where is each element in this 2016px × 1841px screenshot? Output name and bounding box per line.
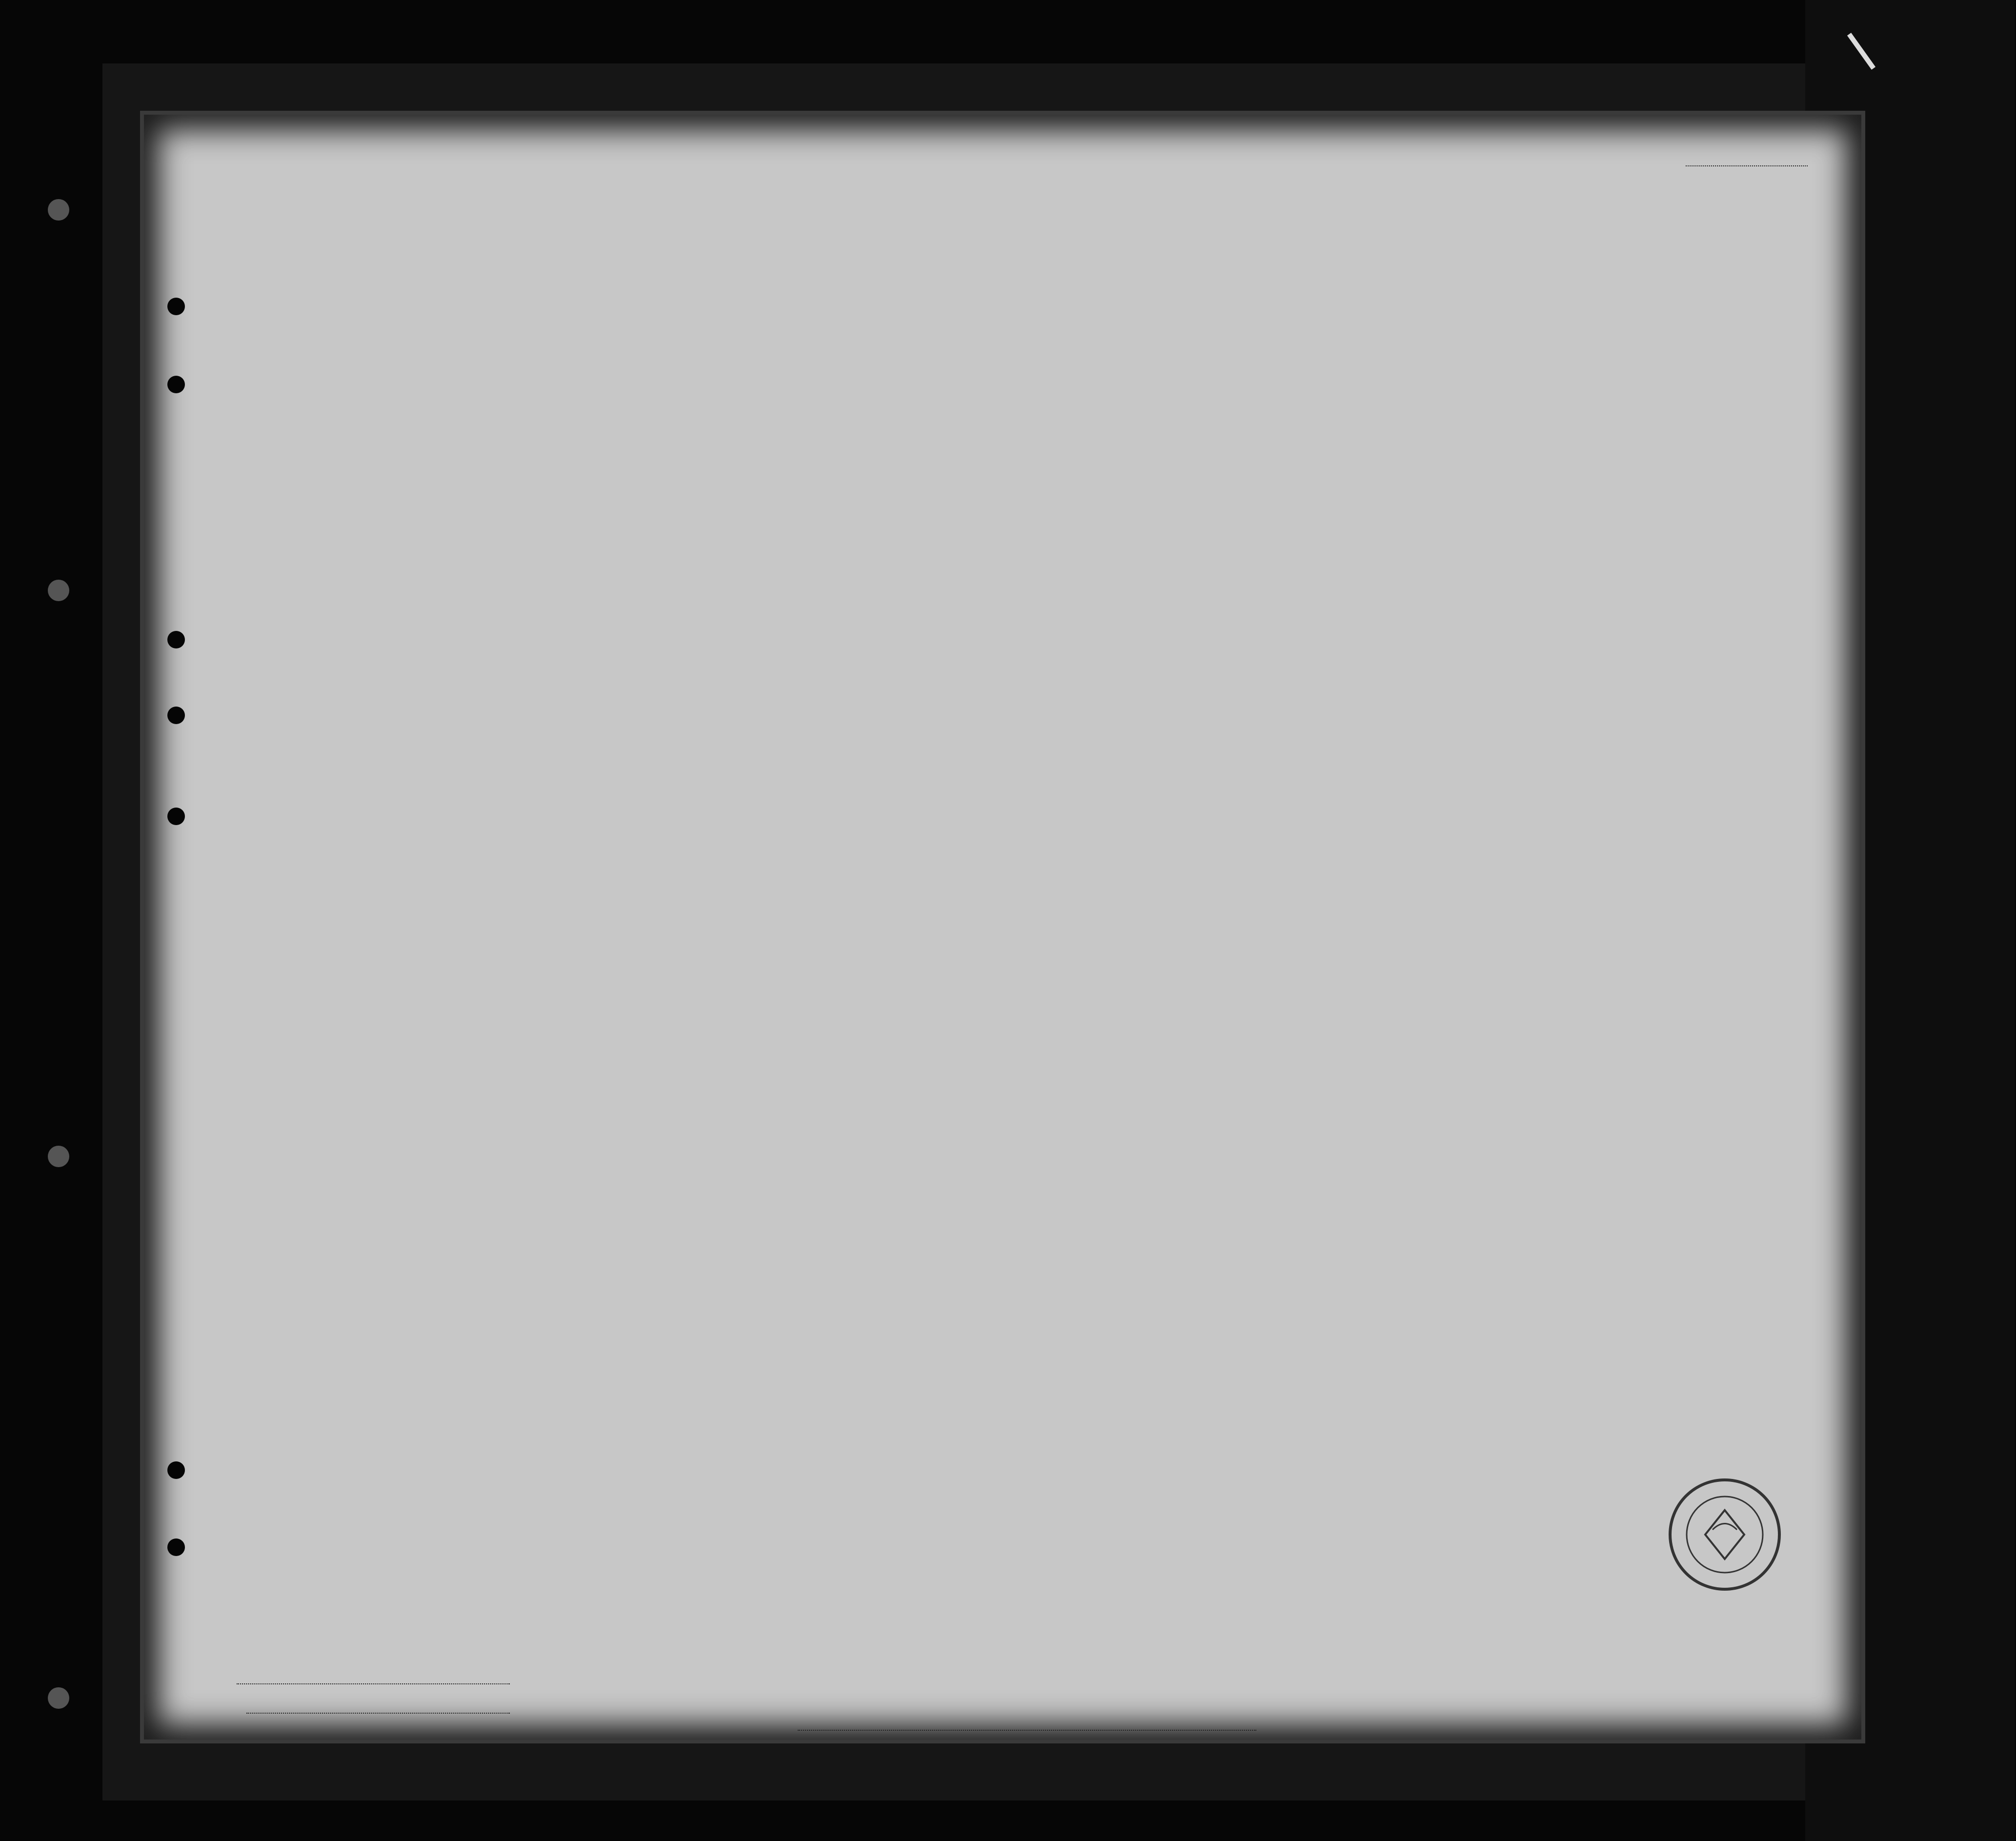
punch-hole (167, 298, 185, 315)
manifest-sheet (144, 115, 1861, 1740)
manifest-grid (144, 115, 1861, 1740)
footer-line-rule (237, 1683, 510, 1684)
punch-hole (167, 808, 185, 825)
punch-hole (167, 1538, 185, 1556)
inspector-rule (798, 1730, 1256, 1731)
consular-seal (1666, 1476, 1783, 1593)
punch-hole (167, 376, 185, 393)
sheet-number-rule (1686, 165, 1808, 166)
punch-hole (167, 631, 185, 648)
punch-hole (167, 707, 185, 724)
footer-owners-rule (246, 1713, 510, 1714)
punch-hole (167, 1461, 185, 1479)
